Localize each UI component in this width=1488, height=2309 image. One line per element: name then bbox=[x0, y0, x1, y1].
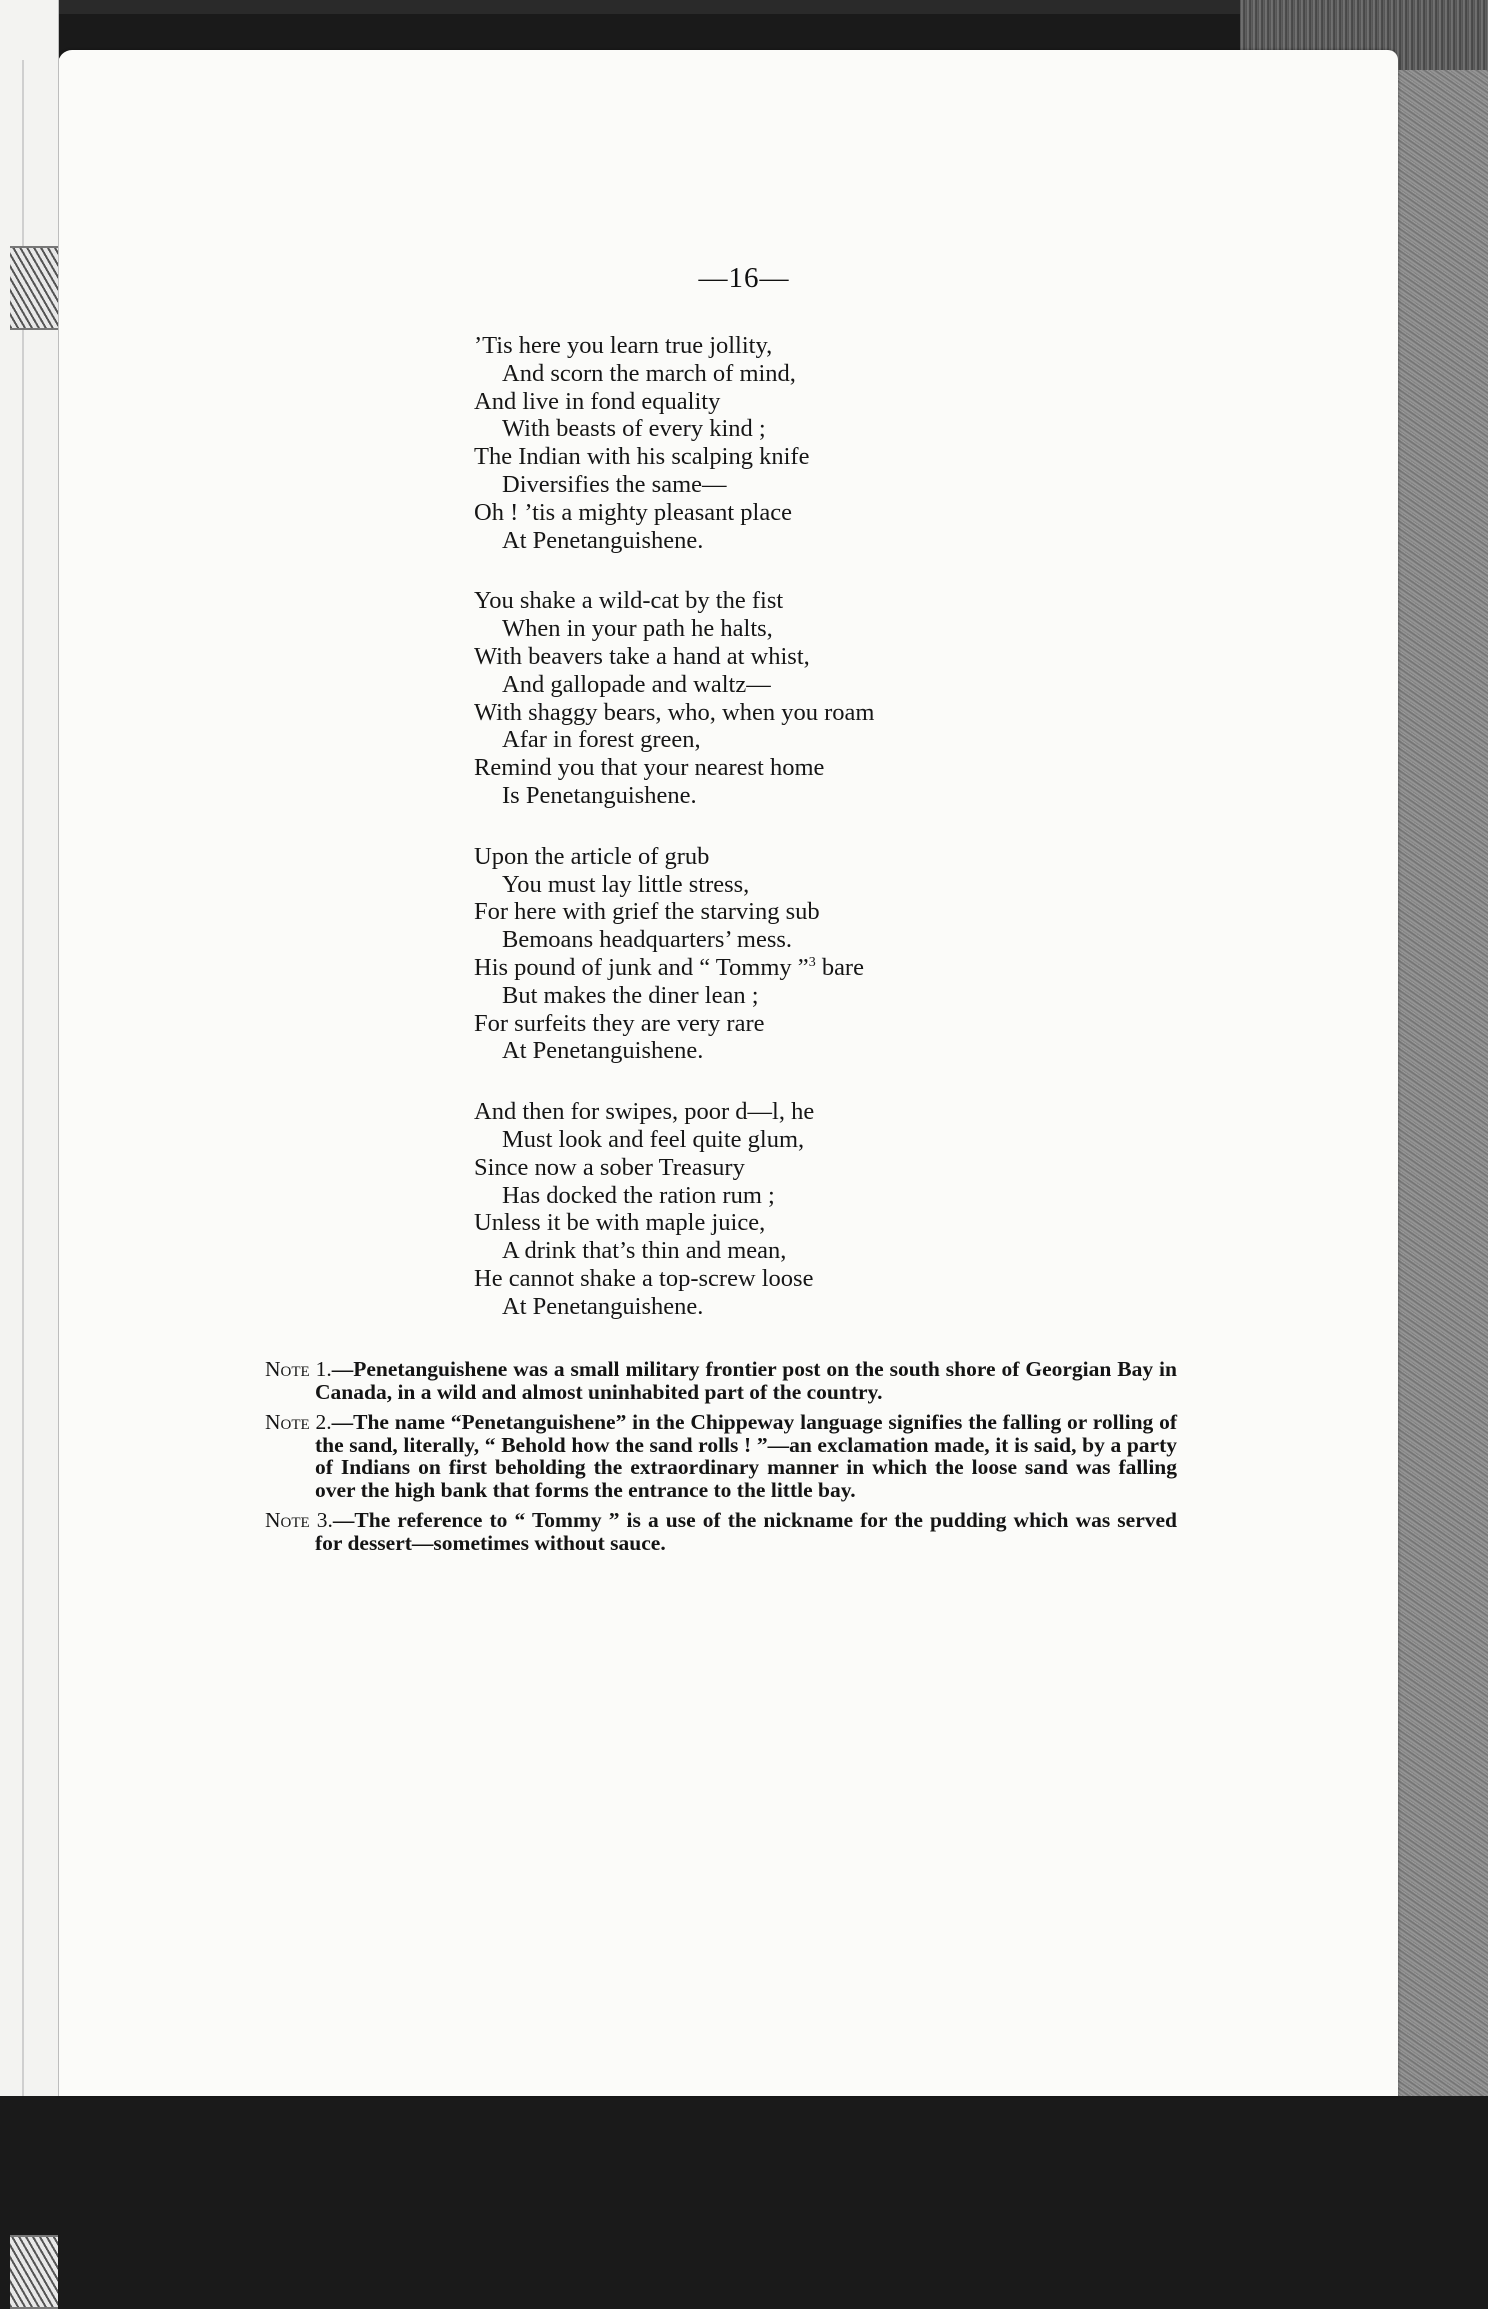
footnote-text: —The name “Penetanguishene” in the Chippeway language signifies the falling or rolling of the sand, literally, “ Behold how the sand rolls ! ”—an exclamation made, it is said, by a party of Indians on first beholding the extraordinary manner in which the loose sand was falling over the high bank that forms the entrance to the little bay. bbox=[315, 1410, 1177, 1502]
poem-line: Oh ! ’tis a mighty pleasant place bbox=[474, 498, 792, 526]
poem-line: Is Penetanguishene. bbox=[502, 781, 697, 809]
footnote bbox=[265, 1358, 1177, 1403]
poem-line: With beasts of every kind ; bbox=[502, 415, 766, 443]
poem-line bbox=[474, 954, 1034, 982]
poem-line: You must lay little stress, bbox=[502, 870, 750, 898]
poem-line: You shake a wild-cat by the fist bbox=[474, 587, 784, 615]
poem-line: At Penetanguishene. bbox=[502, 1292, 704, 1320]
poem-line: And scorn the march of mind, bbox=[502, 359, 796, 387]
footnotes bbox=[265, 1358, 1177, 1562]
footnote-text: —The reference to “ Tommy ” is a use of the nickname for the pudding which was served for dessert—sometimes without sauce. bbox=[315, 1508, 1178, 1555]
poem-line: Unless it be with maple juice, bbox=[474, 1209, 766, 1237]
poem-line: Must look and feel quite glum, bbox=[502, 1125, 805, 1153]
poem-line: For here with grief the starving sub bbox=[474, 898, 820, 926]
poem-line: Remind you that your nearest home bbox=[474, 754, 825, 782]
poem-line: But makes the diner lean ; bbox=[502, 981, 759, 1009]
footnote-text: —Penetanguishene was a small military frontier post on the south shore of Georgian Bay in Canada, in a wild and almost uninhabited part of the country. bbox=[315, 1357, 1177, 1404]
stanza bbox=[474, 332, 1034, 554]
poem-line: And then for swipes, poor d—l, he bbox=[474, 1098, 815, 1126]
poem-line: ’Tis here you learn true jollity, bbox=[474, 332, 773, 359]
footnote-label: Note 1. bbox=[265, 1357, 332, 1381]
stanza bbox=[474, 587, 1034, 809]
poem-line: For surfeits they are very rare bbox=[474, 1009, 765, 1037]
poem-line: With beavers take a hand at whist, bbox=[474, 642, 810, 670]
poem-line: And gallopade and waltz— bbox=[502, 670, 771, 698]
footnote-label: Note 3. bbox=[265, 1508, 333, 1532]
poem-line: At Penetanguishene. bbox=[502, 526, 704, 554]
poem-line: Bemoans headquarters’ mess. bbox=[502, 926, 793, 954]
stanza bbox=[474, 1098, 1034, 1320]
page-number: —16— bbox=[698, 262, 790, 294]
poem-line: And live in fond equality bbox=[474, 387, 721, 415]
poem-line: When in your path he halts, bbox=[502, 615, 773, 643]
stanza bbox=[474, 843, 1034, 1065]
footnote-marker: 3 bbox=[808, 954, 816, 970]
poem-line: Diversifies the same— bbox=[502, 470, 727, 498]
poem-line: At Penetanguishene. bbox=[502, 1037, 704, 1065]
poem-line: The Indian with his scalping knife bbox=[474, 443, 810, 471]
poem-line: Upon the article of grub bbox=[474, 842, 710, 870]
spine-ornament-icon bbox=[10, 2235, 58, 2309]
poem-line: A drink that’s thin and mean, bbox=[502, 1237, 787, 1265]
footnote bbox=[265, 1411, 1177, 1501]
poem-line-text: His pound of junk and “ Tommy ” bbox=[474, 953, 809, 981]
book-spine bbox=[0, 0, 59, 2096]
poem-line: Has docked the ration rum ; bbox=[502, 1181, 775, 1209]
footnote bbox=[265, 1509, 1177, 1554]
poem-line: With shaggy bears, who, when you roam bbox=[474, 698, 875, 726]
book-edge-right bbox=[1392, 0, 1488, 2096]
poem-line-tail: bare bbox=[815, 953, 864, 981]
poem-line: Since now a sober Treasury bbox=[474, 1153, 745, 1181]
poem-line: He cannot shake a top-screw loose bbox=[474, 1264, 814, 1292]
footnote-label: Note 2. bbox=[265, 1410, 332, 1434]
poem bbox=[474, 332, 1034, 1354]
poem-line: Afar in forest green, bbox=[502, 726, 701, 754]
spine-rule bbox=[22, 60, 24, 2096]
